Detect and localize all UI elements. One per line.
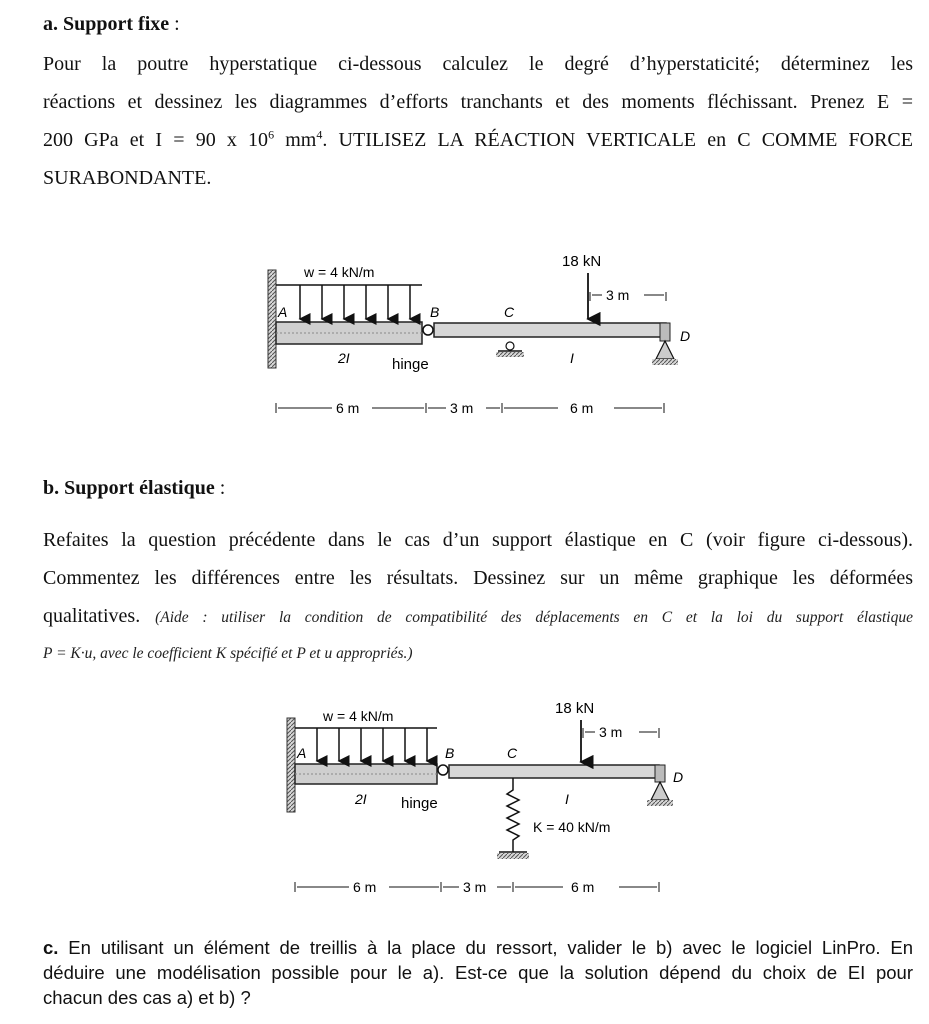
- fixed-wall-a: [268, 270, 276, 368]
- label-d: D: [673, 769, 684, 785]
- label-c: C: [504, 304, 515, 320]
- label-a: A: [297, 745, 307, 761]
- beam-segment-bd: [449, 765, 659, 778]
- spring-stiffness-label: K = 40 kN/m: [533, 819, 611, 835]
- label-2i: 2I: [355, 791, 367, 807]
- label-i: I: [565, 791, 569, 807]
- part-b-colon: :: [214, 477, 226, 499]
- fixed-wall-a: [287, 718, 295, 812]
- hinge-label: hinge: [401, 795, 438, 812]
- label-b: B: [445, 745, 455, 761]
- dim-6m-right: 6 m: [570, 400, 594, 416]
- part-b-line-3-main: qualitatives.: [43, 605, 141, 627]
- distributed-load-label: w = 4 kN/m: [304, 264, 375, 280]
- point-load-label: 18 kN: [555, 700, 595, 717]
- beam-segment-bd: [434, 323, 666, 337]
- dim-3m: 3 m: [450, 400, 474, 416]
- part-b-hint-1: (Aide : utiliser la condition de compatibilité des déplacements en C et la loi du support élastique: [155, 609, 913, 626]
- label-b: B: [430, 304, 440, 320]
- distributed-load-arrows: [300, 285, 410, 319]
- part-c-line-1-text: En utilisant un élément de treillis à la place du ressort, valider le b) avec le logiciel LinPro. En: [58, 937, 913, 958]
- part-b-title: Support élastique: [64, 477, 215, 499]
- part-a-line-4: SURABONDANTE.: [43, 167, 212, 189]
- part-c-line-2: déduire une modélisation possible pour le a). Est-ce que la solution dépend du choix de EI pour: [43, 962, 913, 983]
- part-a-label: a.: [43, 13, 58, 35]
- part-b-line-2: Commentez les différences entre les résultats. Dessinez sur un même graphique les déformées: [43, 567, 913, 589]
- dim-6m-left: 6 m: [353, 879, 377, 895]
- beam-figure-fixed-support: [240, 235, 730, 450]
- roller-support-c: [506, 342, 514, 350]
- hinge-label: hinge: [392, 356, 429, 373]
- part-a-line-3-post: . UTILISEZ LA RÉACTION VERTICALE en C COMME FORCE: [322, 129, 913, 151]
- part-a-line-2: réactions et dessinez les diagrammes d’efforts tranchants et des moments fléchissant. Prenez E =: [43, 91, 913, 113]
- dim-top-3m: 3 m: [606, 287, 630, 303]
- label-2i: 2I: [338, 350, 350, 366]
- part-a-line-1: Pour la poutre hyperstatique ci-dessous calculez le degré d’hyperstaticité; déterminez les: [43, 53, 913, 75]
- pin-support-d: [651, 782, 669, 800]
- part-c-line-1: [43, 937, 913, 959]
- dim-6m-right: 6 m: [571, 879, 595, 895]
- part-a-title: Support fixe: [63, 13, 170, 35]
- dim-top-3m: 3 m: [599, 724, 623, 740]
- part-a-line-3: [43, 128, 913, 152]
- distributed-load-label: w = 4 kN/m: [323, 708, 394, 724]
- spring-support-c: [507, 778, 519, 852]
- point-load-label: 18 kN: [562, 253, 602, 270]
- beam-figure-elastic-support: [255, 690, 725, 915]
- part-a-heading: [43, 12, 913, 36]
- label-d: D: [680, 328, 691, 344]
- label-i: I: [570, 350, 574, 366]
- pin-support-d: [656, 341, 674, 359]
- part-b-heading: [43, 476, 913, 500]
- dim-6m-left: 6 m: [336, 400, 360, 416]
- part-c-line-3: chacun des cas a) et b) ?: [43, 987, 251, 1008]
- part-a-line-3-mid: mm: [274, 129, 317, 151]
- distributed-load-arrows: [317, 728, 427, 761]
- part-b-hint-2: P = K·u, avec le coefficient K spécifié et P et u appropriés.): [43, 645, 413, 662]
- part-b-line-3: [43, 604, 913, 630]
- part-b-line-1: Refaites la question précédente dans le cas d’un support élastique en C (voir figure ci-dessous).: [43, 529, 913, 551]
- hinge-symbol: [438, 765, 448, 775]
- hinge-symbol: [423, 325, 433, 335]
- dim-3m: 3 m: [463, 879, 487, 895]
- part-a-line-3-pre: 200 GPa et I = 90 x 10: [43, 129, 269, 151]
- part-a-exponent-4: 4: [316, 127, 323, 142]
- part-c-label: c.: [43, 937, 59, 958]
- part-a-colon: :: [169, 13, 180, 35]
- label-a: A: [278, 304, 288, 320]
- part-b-label: b.: [43, 477, 60, 499]
- part-a-exponent-6: 6: [268, 127, 275, 142]
- label-c: C: [507, 745, 518, 761]
